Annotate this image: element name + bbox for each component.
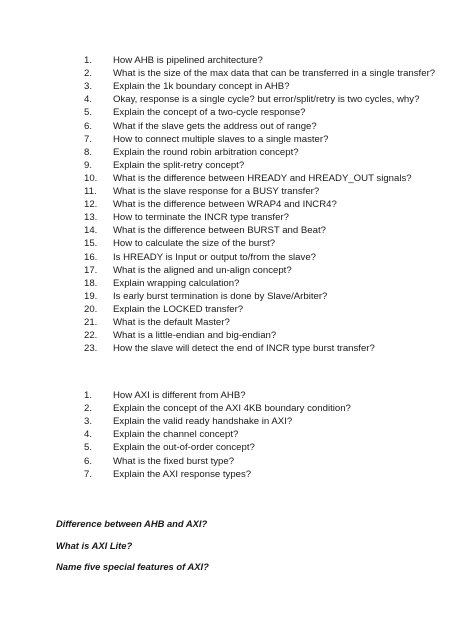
list-item-text: Explain the LOCKED transfer? (113, 303, 244, 315)
list-item-number: 6. (84, 455, 93, 467)
list-item-text: How to calculate the size of the burst? (113, 238, 276, 250)
list-item-text: Explain the split-retry concept? (113, 159, 245, 171)
list-item-text: What is the aligned and un-align concept? (113, 264, 292, 276)
list-item-number: 4. (84, 94, 93, 106)
list-item-number: 22. (84, 330, 98, 342)
list-item-text: What is the difference between HREADY and HREADY_OUT signals? (113, 172, 412, 184)
list-item-text: Explain the concept of the AXI 4KB boundary condition? (113, 403, 351, 415)
list-item-number: 7. (84, 133, 93, 145)
list-item-number: 8. (84, 146, 93, 158)
list-item-text: Explain the channel concept? (113, 429, 239, 441)
list-item-number: 10. (84, 172, 98, 184)
list-item-number: 14. (84, 225, 98, 237)
list-item-text: Explain the 1k boundary concept in AHB? (113, 81, 290, 93)
note-axi-features: Name five special features of AXI? (56, 561, 209, 572)
list-item-text: How AXI is different from AHB? (113, 390, 246, 401)
list-item-number: 5. (84, 107, 93, 119)
list-item-text: Explain the valid ready handshake in AXI? (113, 416, 293, 428)
list-item-number: 18. (84, 277, 98, 289)
list-item-number: 3. (84, 416, 93, 428)
list-item-number: 12. (84, 199, 98, 211)
list-item-number: 13. (84, 212, 98, 224)
list-item-number: 3. (84, 81, 93, 93)
list-item-number: 20. (84, 303, 98, 315)
list-item-number: 2. (84, 403, 93, 415)
list-item-text: Explain the concept of a two-cycle response? (113, 107, 306, 119)
list-item-number: 9. (84, 159, 93, 171)
list-item-number: 23. (84, 343, 98, 355)
list-item-number: 16. (84, 251, 98, 263)
list-item-text: What if the slave gets the address out of range? (113, 120, 317, 132)
list-item-text: What is the default Master? (113, 317, 230, 328)
list-item-number: 19. (84, 290, 98, 302)
list-item-number: 7. (84, 468, 93, 480)
list-item-text: What is the size of the max data that can be transferred in a single transfer? (113, 68, 436, 80)
list-item-text: What is the fixed burst type? (113, 455, 235, 467)
list-item-text: What is a little-endian and big-endian? (113, 330, 277, 342)
list-item-text: How the slave will detect the end of INCR type burst transfer? (113, 343, 375, 355)
list-item-text: Explain the round robin arbitration concept? (113, 146, 299, 158)
list-item-number: 5. (84, 442, 93, 454)
list-item-number: 11. (84, 186, 97, 197)
list-item-number: 4. (84, 429, 93, 441)
note-axi-lite: What is AXI Lite? (56, 540, 133, 551)
list-item-text: Explain the out-of-order concept? (113, 442, 255, 454)
list-item-text: What is the difference between BURST and Beat? (113, 225, 326, 237)
note-ahb-vs-axi: Difference between AHB and AXI? (56, 518, 208, 529)
list-item-text: How to terminate the INCR type transfer? (113, 212, 289, 224)
list-item-text: What is the difference between WRAP4 and INCR4? (113, 199, 337, 211)
list-item-text: Explain the AXI response types? (113, 468, 252, 480)
list-item-text: Explain wrapping calculation? (113, 277, 240, 289)
list-item-text: Is HREADY is Input or output to/from the slave? (113, 251, 316, 263)
list-item-text: How AHB is pipelined architecture? (113, 55, 263, 66)
list-item-number: 15. (84, 238, 98, 250)
list-item-number: 2. (84, 68, 93, 80)
list-item-text: Okay, response is a single cycle? but error/split/retry is two cycles, why? (113, 94, 420, 106)
list-item-number: 17. (84, 264, 98, 276)
list-item-number: 6. (84, 120, 93, 132)
list-item-number: 1. (84, 55, 93, 66)
list-item-number: 1. (84, 390, 93, 401)
list-item-number: 21. (84, 317, 98, 328)
list-item-text: What is the slave response for a BUSY transfer? (113, 186, 320, 197)
list-item-text: Is early burst termination is done by Slave/Arbiter? (113, 290, 328, 302)
list-item-text: How to connect multiple slaves to a single master? (113, 133, 329, 145)
